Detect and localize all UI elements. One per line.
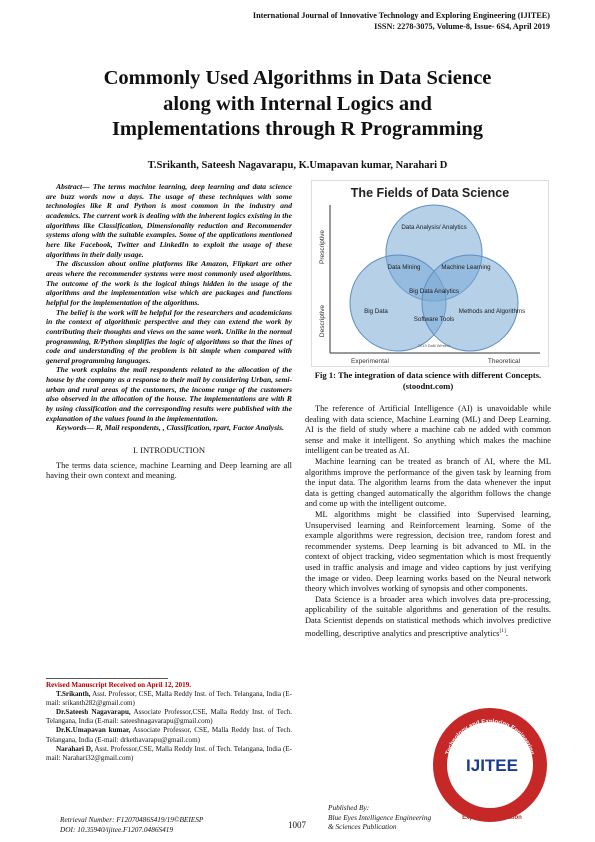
logo-tagline: Exploring Innovation	[462, 815, 522, 821]
body-paragraph: Machine learning can be treated as branch of AI, where the ML algorithms improve the performance of the given task by learning from the input data. The algorithm learns from the data whenever the input data is getting changed automatically the algorithm follows the change and come up with the intelligent outcome.	[305, 456, 551, 509]
affiliation-text: Associate Professor,CSE, Malla Reddy Inst. of Tech. Telangana, India (E-mail: sateeshnagavarapu@gmail.com)	[46, 708, 292, 726]
body-paragraph: ML algorithms might be classified into Supervised learning, Unsupervised learning and Reinforcement learning. Some of the example algorithms were regression, decision tree, random forest and recommender systems. Deep learning is bit advanced to ML in the context of object tracking, video segmentation which is most frequently used in traffic analysis and image and video captions by just verifying the image or video. Deep learning works based on the Neural network theory which involves working of synopsis and other components.	[305, 509, 551, 594]
abstract-text: The work explains the mail respondents related to the allocation of the house by the company as a response to their mail by considering Urban, semi-urban and rural areas of the customers, the income range of the customers also observed in the allocation of the house. The implementations are with R by using classification and the corresponding results were published with the explanation of the values found in the implementation.	[46, 365, 292, 423]
abstract-lead: Abstract—	[56, 182, 90, 191]
x-axis-right-label: Theoretical	[487, 358, 521, 365]
figure-caption: Fig 1: The integration of data science with different Concepts.(stoodnt.com)	[314, 370, 542, 391]
left-column	[46, 182, 292, 482]
y-axis-bottom-label: Descriptive	[319, 304, 326, 338]
venn-label-top: Data Analysis/ Analytics	[401, 224, 467, 231]
affiliation-name: Narahari D,	[56, 744, 93, 753]
right-column	[305, 404, 551, 640]
affiliation-name: T.Srikanth,	[56, 690, 91, 699]
journal-name: International Journal of Innovative Technology and Exploring Engineering (IJITEE)	[252, 11, 550, 20]
title-line: Commonly Used Algorithms in Data Science	[103, 67, 492, 89]
venn-label-software-tools: Software Tools	[413, 316, 455, 323]
author-affiliation	[46, 690, 292, 708]
keywords-text: R, Mail respondents, , Classification, rpart, Factor Analysis.	[93, 423, 284, 433]
logo-ring-top-path: Technology and Exploring Engineering	[445, 718, 535, 756]
ijitee-logo	[430, 705, 550, 825]
keywords	[46, 423, 292, 433]
revised-date: Revised Manuscript Received on April 12, 2019.	[46, 681, 192, 689]
intro-paragraph: The terms data science, machine Learning and Deep learning are all having their own context and meaning.	[46, 460, 292, 481]
venn-label-data-mining: Data Mining	[387, 264, 421, 271]
footnote-rule	[46, 678, 168, 679]
affiliation-text: Asst. Professor, CSE, Malla Reddy Inst. of Tech. Telangana, India (E-mail: srikanth282@gmail.com)	[46, 690, 292, 708]
abstract-text: The terms machine learning, deep learning and data science are buzz words now a days. The usage of these techniques with some technologies like R and Python is most common in the industry and academics. The current work is dealing with the inherent logics existing in the algorithms like Classification, Dimensionality reduction and Recommender systems along with the suitable examples. Some of the applications mentioned here like Facebook, Twitter and LinkedIn to exploit the usage of these algorithms in their daily usage.	[46, 182, 292, 259]
logo-name: IJITEE	[466, 756, 518, 775]
affiliation-name: Dr.Sateesh Nagavarapu,	[56, 708, 131, 717]
publisher-line: & Sciences Publication	[328, 822, 397, 831]
body-text: Data Science is a broader area which involves data pre-processing, applicability of the suitable algorithms and generation of the results. Data Scientist depends on statistical methods which involves predictive modelling, descriptive analytics and prescriptive analytics	[305, 594, 551, 639]
author-affiliation	[46, 708, 292, 726]
y-axis-top-label: Prescriptive	[319, 230, 326, 264]
paper-title	[40, 66, 555, 143]
abstract-text: The belief is the work will be helpful for the researchers and academicians in the context of algorithmic perspective and they can extend the work by contributing their thoughts and views on the same work. Unlike in the normal programming, R/Python simplifies the logic of algorithms so that the lines of code and understanding of the problem is bit simple when compared with general programming languages.	[46, 307, 292, 365]
section-heading: I. INTRODUCTION	[132, 445, 206, 456]
author-affiliation	[46, 726, 292, 744]
body-paragraph: Data Science is a broader area which involves data pre-processing, applicability of the suitable algorithms and generation of the results. Data Scientist depends on statistical methods which involves predictive modelling, descriptive analytics and prescriptive analytics[1].	[305, 594, 551, 639]
abstract	[46, 182, 292, 433]
venn-label-center: Big Data Analytics	[409, 288, 459, 295]
x-axis-left-label: Experimental	[351, 358, 389, 365]
retrieval-number: Retrieval Number: F12070486S419/19©BEIESP	[60, 815, 204, 824]
page-number: 1007	[288, 820, 306, 830]
author-affiliation	[46, 745, 292, 763]
abstract-paragraph	[46, 259, 292, 307]
affiliation-text: Associate Professor, CSE, Malla Reddy Inst. of Tech. Telangana, India (E-mail: drkethavarapu@gmail.com)	[46, 726, 292, 744]
figure-credit: 2013 Dalit Winters	[417, 343, 451, 348]
title-line: Implementations through R Programming	[111, 118, 484, 140]
journal-header	[253, 10, 550, 32]
doi: DOI: 10.35940/ijitee.F1207.0486S419	[60, 824, 174, 834]
figure-heading: The Fields of Data Science	[350, 186, 510, 200]
keywords-lead: Keywords—	[56, 423, 94, 433]
journal-issn: ISSN: 2278-3075, Volume-8, Issue- 6S4, April 2019	[374, 22, 550, 31]
publisher-line: Blue Eyes Intelligence Engineering	[328, 812, 432, 822]
abstract-text: The discussion about online platforms like Amazon, Flipkart are other areas where the recommender systems were most commonly used algorithms. The outcome of the work is the logical things hidden in the usage of the algorithms and the implementation wise which are packages and functions helpful for the implementation of the algorithms.	[46, 259, 292, 307]
venn-label-machine-learning: Machine Learning	[441, 264, 491, 271]
title-line: along with Internal Logics and	[163, 92, 432, 115]
retrieval-info	[60, 815, 203, 834]
venn-figure	[311, 180, 549, 367]
citation-ref: [1]	[499, 628, 506, 635]
publisher-info	[328, 803, 431, 832]
venn-label-left: Big Data	[364, 308, 388, 315]
affiliation-name: Dr.K.Umapavan kumar,	[56, 726, 131, 735]
abstract-paragraph	[46, 308, 292, 366]
abstract-paragraph	[46, 365, 292, 423]
affiliation-text: Asst. Professor,CSE, Malla Reddy Inst. of Tech. Telangana, India (E-mail: Narahari32@gmail.com)	[46, 744, 292, 762]
footnote	[46, 681, 292, 763]
author-list: T.Srikanth, Sateesh Nagavarapu, K.Umapavan kumar, Narahari D	[147, 160, 448, 171]
venn-label-right: Methods and Algorithms	[458, 308, 526, 315]
abstract-paragraph	[46, 182, 292, 259]
body-paragraph: The reference of Artificial Intelligence (AI) is unavoidable while dealing with data science, Machine Learning (ML) and Deep Learning. AI is the field of study where a machine cab ne added with common sense and make it intelligent. So anything which makes the machine intelligent can be treated as AI.	[305, 404, 551, 456]
published-by: Published By:	[328, 803, 370, 812]
venn-diagram	[312, 181, 548, 366]
